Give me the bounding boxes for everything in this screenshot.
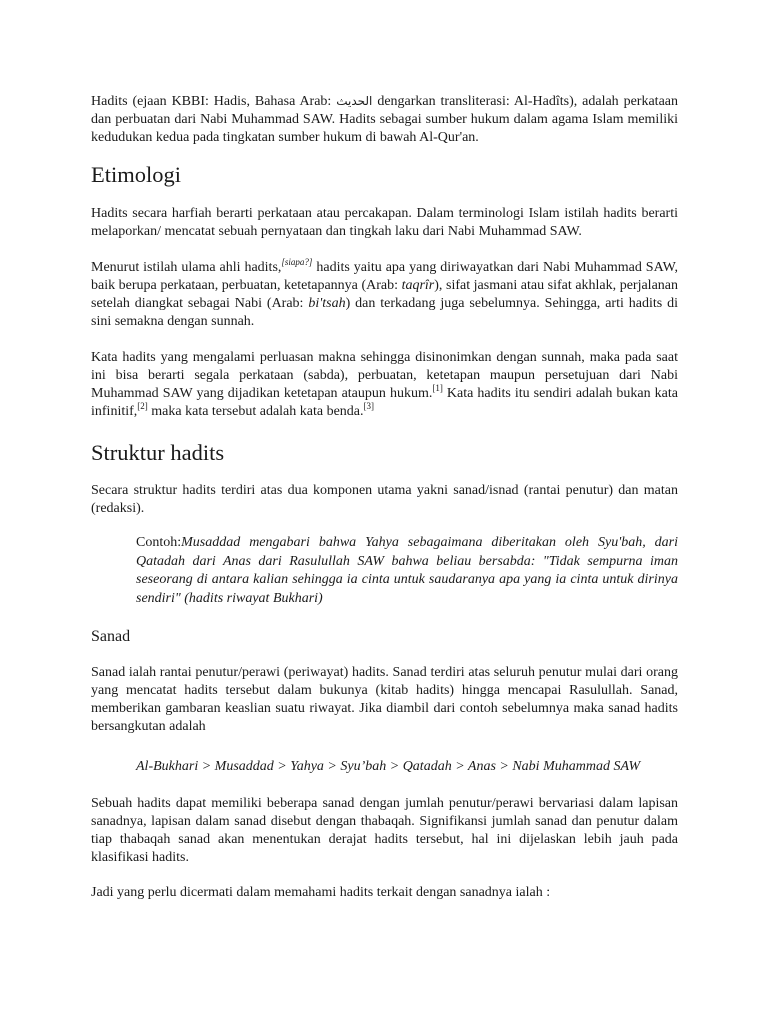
term-taqrir: taqrîr	[401, 278, 435, 293]
heading-sanad: Sanad	[91, 628, 131, 645]
document-page	[91, 92, 678, 902]
intro-text-2: dengarkan transliterasi: Al-Hadîts), adalah perkataan dan perbuatan dari Nabi Muhammad SAW. Hadits sebagai sumber hukum dalam agama Islam memiliki kedudukan kedua pada tingkatan sumber hukum di bawah Al-Qur'an.	[91, 94, 678, 145]
term-bitsah: bi'tsah	[308, 296, 346, 311]
sanad-chain: Al-Bukhari > Musaddad > Yahya > Syu’bah > Qatadah > Anas > Nabi Muhammad SAW	[136, 759, 641, 774]
example-label: Contoh:	[136, 535, 182, 550]
struktur-paragraph: Secara struktur hadits terdiri atas dua komponen utama yakni sanad/isnad (rantai penutur) dan matan (redaksi).	[91, 483, 678, 516]
etimologi-paragraph-1: Hadits secara harfiah berarti perkataan atau percakapan. Dalam terminologi Islam istilah hadits berarti melaporkan/ mencatat sebuah pernyataan dan tingkah laku dari Nabi Muhammad SAW.	[91, 206, 678, 239]
reference-link-3[interactable]: [3]	[363, 401, 375, 411]
sanad-paragraph-2: Sebuah hadits dapat memiliki beberapa sanad dengan jumlah penutur/perawi bervariasi dalam lapisan sanadnya, lapisan dalam sanad disebut dengan thabaqah. Signifikansi jumlah sanad dan penutur dalam tiap thabaqah sanad akan menentukan derajat hadits tersebut, hal ini dijelaskan lebih jauh pada klasifikasi hadits.	[91, 796, 678, 865]
heading-etimologi: Etimologi	[91, 162, 181, 187]
etimologi-text: ) dan terkadang juga sebelumnya. Sehingga, arti hadits di sini semakna dengan sunnah.	[91, 296, 678, 329]
heading-struktur-hadits: Struktur hadits	[91, 440, 225, 465]
etimologi-paragraph-2	[91, 259, 678, 331]
arabic-term: الحديث	[336, 94, 373, 108]
intro-paragraph	[91, 92, 678, 147]
etimologi-text: ), sifat jasmani atau sifat akhlak, perjalanan setelah diangkat sebagai Nabi (Arab:	[91, 278, 678, 311]
citation-needed-link[interactable]: [siapa?]	[281, 257, 313, 267]
etimologi-text: maka kata tersebut adalah kata benda.	[147, 404, 364, 419]
reference-link-1[interactable]: [1]	[432, 383, 443, 393]
example-text: Musaddad mengabari bahwa Yahya sebagaimana diberitakan oleh Syu'bah, dari Qatadah dari Anas dari Rasulullah SAW bahwa beliau bersabda: "Tidak sempurna iman seseorang di antara kalian sehingga ia cinta untuk saudaranya apa yang ia cinta untuk dirinya sendiri" (hadits riwayat Bukhari)	[136, 535, 678, 606]
etimologi-paragraph-3	[91, 349, 678, 421]
sanad-paragraph-3: Jadi yang perlu dicermati dalam memahami hadits terkait dengan sanadnya ialah :	[91, 885, 551, 900]
etimologi-text: Menurut istilah ulama ahli hadits,	[91, 260, 282, 275]
intro-text-1: Hadits (ejaan KBBI: Hadis, Bahasa Arab:	[91, 94, 337, 109]
etimologi-text: hadits yaitu apa yang diriwayatkan dari Nabi Muhammad SAW, baik berupa perkataan, perbuatan, ketetapannya (Arab:	[91, 260, 679, 293]
etimologi-text: Kata hadits yang mengalami perluasan makna sehingga disinonimkan dengan sunnah, maka pada saat ini bisa berarti segala perkataan (sabda), perbuatan, ketetapan maupun persetujuan dari Nabi Muhammad SAW yang dijadikan ketetapan ataupun hukum.	[91, 350, 678, 401]
example-quote	[136, 534, 678, 608]
sanad-paragraph-1: Sanad ialah rantai penutur/perawi (periwayat) hadits. Sanad terdiri atas seluruh penutur mulai dari orang yang mencatat hadits tersebut dalam bukunya (kitab hadits) hingga mencapai Rasulullah. Sanad, memberikan gambaran keaslian suatu riwayat. Jika diambil dari contoh sebelumnya maka sanad hadits bersangkutan adalah	[91, 665, 678, 734]
etimologi-text: Kata hadits itu sendiri adalah bukan kata infinitif,	[91, 386, 678, 419]
reference-link-2[interactable]: [2]	[137, 401, 148, 411]
